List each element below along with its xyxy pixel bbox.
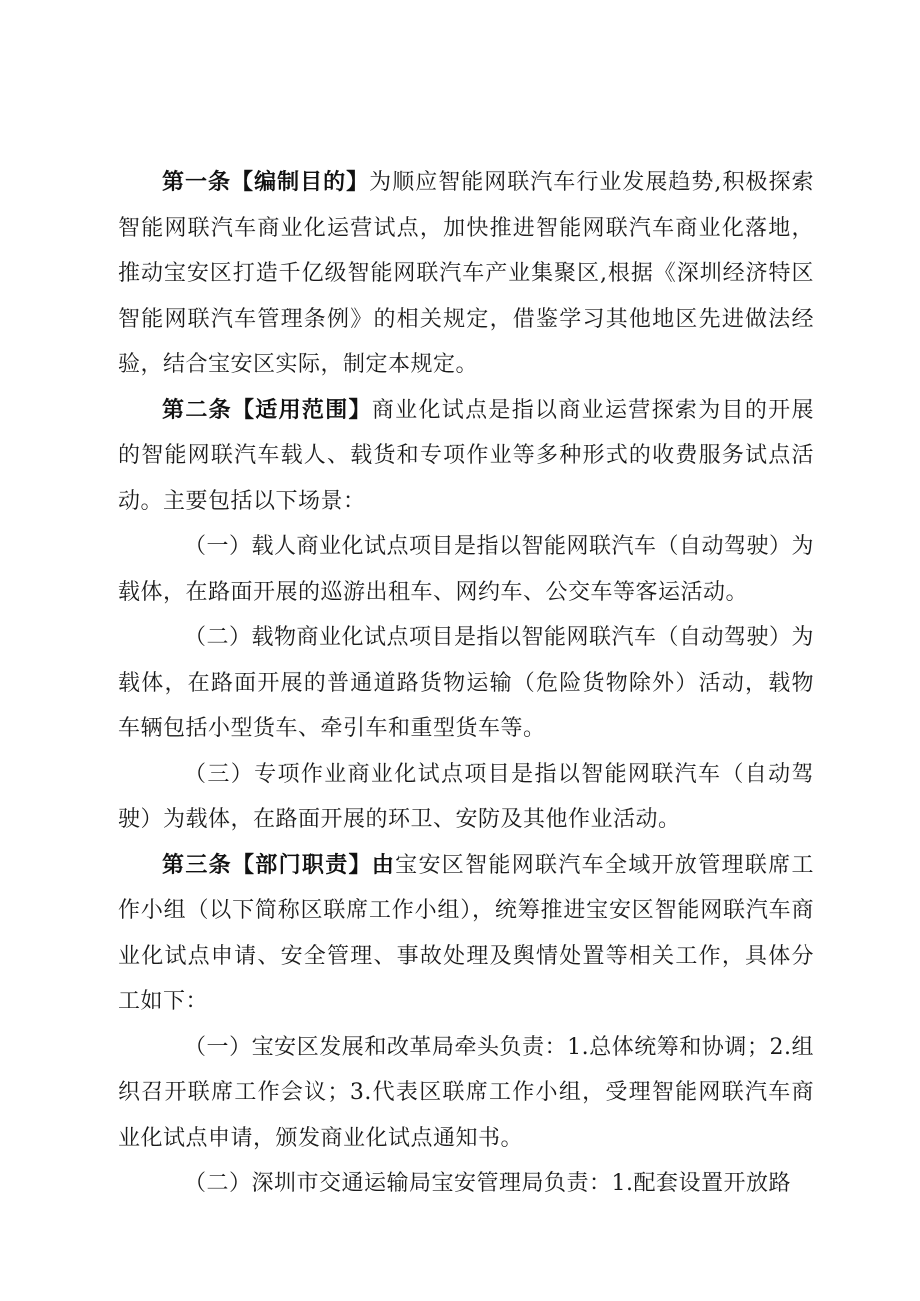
article-2-item-1: （一）载人商业化试点项目是指以智能网联汽车（自动驾驶）为载体，在路面开展的巡游出租车、网约车、公交车等客运活动。 <box>118 534 815 605</box>
article-2 <box>118 388 814 525</box>
article-2-item-2: （二）载物商业化试点项目是指以智能网联汽车（自动驾驶）为载体，在路面开展的普通道路货物运输（危险货物除外）活动，载物车辆包括小型货车、牵引车和重型货车等。 <box>118 625 815 741</box>
article-3-text: 宝安区智能网联汽车全域开放管理联席工作小组（以下简称区联席工作小组），统筹推进宝安区智能网联汽车商业化试点申请、安全管理、事故处理及舆情处置等相关工作，具体分工如下： <box>118 852 814 1014</box>
article-1-heading: 第一条【编制目的】 <box>162 170 370 195</box>
article-3 <box>118 843 814 1025</box>
article-1-text: 为顺应智能网联汽车行业发展趋势,积极探索智能网联汽车商业化运营试点，加快推进智能网联汽车商业化落地，推动宝安区打造千亿级智能网联汽车产业集聚区,根据《深圳经济特区智能网联汽车管理条例》的相关规定，借鉴学习其他地区先进做法经验，结合宝安区实际，制定本规定。 <box>118 170 814 377</box>
article-2-heading: 第二条【适用范围】 <box>162 397 372 423</box>
article-2-text: 商业化试点是指以商业运营探索为目的开展的智能网联汽车载人、载货和专项作业等多种形式的收费服务试点活动。主要包括以下场景： <box>118 397 814 514</box>
document-body <box>118 160 814 1207</box>
article-2-item-3: （三）专项作业商业化试点项目是指以智能网联汽车（自动驾驶）为载体，在路面开展的环卫、安防及其他作业活动。 <box>118 761 814 832</box>
article-1 <box>118 160 814 388</box>
article-3-item-2: （二）深圳市交通运输局宝安管理局负责：1.配套设置开放路 <box>184 1171 791 1196</box>
article-3-item-1: （一）宝安区发展和改革局牵头负责：1.总体统筹和协调；2.组织召开联席工作会议；3.代表区联席工作小组，受理智能网联汽车商业化试点申请，颁发商业化试点通知书。 <box>118 1034 814 1151</box>
article-3-heading: 第三条【部门职责】由 <box>162 852 396 878</box>
